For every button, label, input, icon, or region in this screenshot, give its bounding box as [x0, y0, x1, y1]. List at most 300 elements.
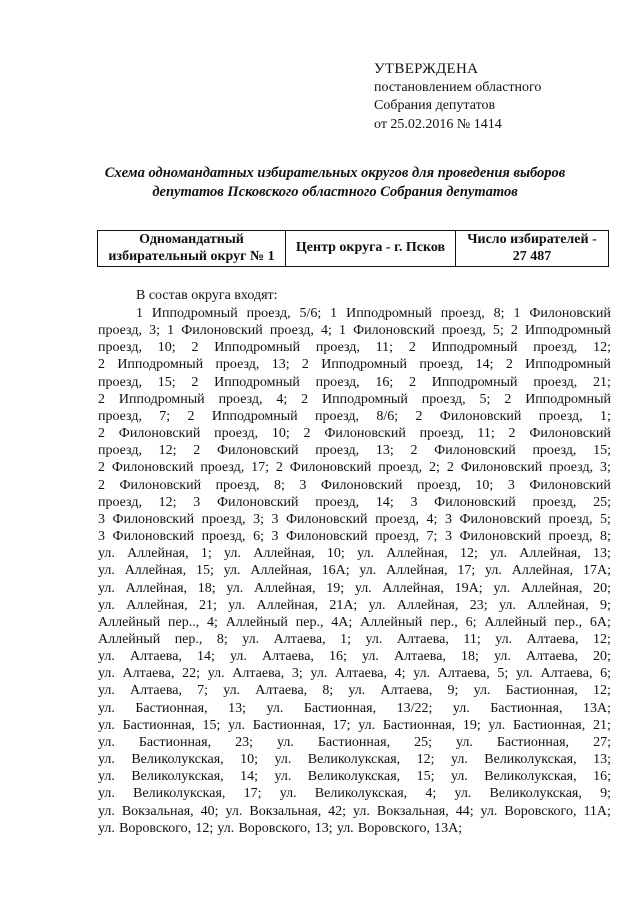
approval-line: от 25.02.2016 № 1414: [374, 116, 502, 132]
address-word: ул.: [274, 752, 292, 768]
address-word: 15;: [202, 717, 221, 733]
address-word: проезд,: [269, 323, 314, 339]
address-word: Алтаева,: [261, 649, 314, 665]
address-word: 12;: [416, 752, 435, 768]
address-word: проезд,: [214, 426, 259, 442]
address-word: 11;: [463, 631, 481, 647]
center-cell: [286, 231, 456, 267]
address-word: 2: [410, 443, 418, 459]
address-word: 2: [510, 323, 518, 339]
address-word: проезд,: [98, 494, 142, 510]
address-word: ул.: [207, 666, 225, 682]
address-word: 15;: [593, 443, 611, 459]
address-word: 2: [98, 357, 105, 373]
address-word: 13;: [314, 820, 333, 836]
address-word: 13;: [228, 700, 246, 716]
address-word: проезд,: [98, 340, 142, 356]
address-line: [98, 785, 611, 802]
address-word: проезд,: [315, 340, 360, 356]
address-word: 2: [98, 477, 105, 493]
address-word: 1;: [600, 408, 611, 424]
address-word: ул.: [98, 734, 115, 750]
address-word: ул.: [450, 769, 468, 785]
address-word: 9;: [599, 597, 611, 613]
address-word: 3: [98, 529, 105, 545]
address-word: 13/22;: [396, 700, 433, 716]
address-word: Бастионная,: [122, 717, 195, 733]
address-word: 40;: [200, 803, 219, 819]
address-word: пер.,: [554, 614, 583, 630]
address-word: Аллейный: [98, 614, 161, 630]
address-word: Аллейная,: [386, 546, 448, 562]
address-word: проезд,: [98, 374, 142, 390]
address-word: 3;: [599, 460, 611, 476]
address-word: 10;: [157, 340, 176, 356]
address-word: Великолукская,: [131, 752, 224, 768]
address-word: 6;: [465, 614, 477, 630]
address-word: ул.: [217, 820, 235, 836]
address-word: 10;: [326, 546, 345, 562]
address-word: Филоновский: [529, 306, 611, 321]
address-word: ул.: [226, 580, 244, 596]
address-word: ул.: [310, 666, 328, 682]
address-line: [98, 545, 611, 562]
address-word: Филоновский: [459, 529, 542, 545]
address-word: ул.: [228, 597, 246, 613]
address-word: ул.: [98, 649, 115, 665]
address-word: Аллейный: [360, 614, 423, 630]
address-word: Аллейная,: [254, 580, 316, 596]
address-word: Филоновский: [216, 494, 299, 510]
address-word: 3;: [149, 323, 160, 339]
address-word: 4;: [426, 511, 438, 527]
address-word: 19;: [462, 717, 481, 733]
address-word: Филоновский: [324, 426, 406, 442]
address-word: 2: [98, 426, 105, 442]
address-line: [98, 665, 611, 682]
address-word: 17;: [457, 563, 476, 579]
address-word: Филоновский: [353, 323, 435, 339]
address-word: 12;: [158, 443, 177, 459]
address-word: 2: [193, 443, 201, 459]
address-word: ул.: [98, 580, 115, 596]
address-word: ул.: [98, 803, 115, 819]
address-word: 2: [508, 426, 516, 442]
address-word: 20;: [593, 580, 611, 596]
address-word: Филоновский: [434, 443, 516, 459]
address-word: 6;: [253, 529, 264, 545]
address-word: Филоновский: [118, 426, 201, 442]
address-line: [98, 614, 611, 631]
address-word: ул.: [223, 563, 241, 579]
address-word: 8;: [322, 683, 334, 699]
address-word: ул.: [362, 649, 379, 665]
address-word: Бастионная,: [505, 683, 578, 699]
address-word: 2;: [429, 460, 440, 476]
address-word: проезд,: [421, 391, 466, 407]
address-word: Великолукская,: [484, 752, 577, 768]
district-table-row: [98, 231, 609, 267]
address-word: 20;: [593, 649, 611, 665]
address-line: [98, 494, 611, 511]
address-word: 17;: [243, 786, 262, 802]
address-word: 6;: [600, 666, 611, 682]
address-word: Аллейный: [225, 614, 288, 630]
address-line: [98, 339, 611, 356]
address-word: ул.: [98, 666, 115, 682]
address-word: ул.: [494, 649, 511, 665]
address-word: Филоновский: [434, 494, 516, 510]
address-word: проезд,: [215, 477, 260, 493]
address-line: [98, 374, 611, 391]
address-word: ул.: [515, 666, 533, 682]
address-word: 1;: [340, 631, 352, 647]
address-word: Филоновский: [529, 426, 611, 442]
address-word: проезд,: [315, 408, 359, 424]
address-word: ул.: [98, 786, 115, 802]
address-word: 3: [98, 511, 105, 527]
address-word: 3: [299, 477, 307, 493]
address-word: Ипподромный: [117, 357, 204, 373]
address-word: ул.: [365, 631, 383, 647]
address-word: 5;: [497, 666, 509, 682]
voters-cell: [456, 231, 609, 267]
address-word: Филоновский: [529, 477, 611, 493]
address-word: Великолукская,: [131, 769, 224, 785]
address-word: 25;: [414, 734, 432, 750]
address-word: 3: [193, 494, 201, 510]
address-word: 13;: [593, 546, 611, 562]
address-word: Воровского,: [504, 803, 577, 819]
address-word: ул.: [276, 734, 294, 750]
address-word: проезд,: [378, 460, 423, 476]
address-line: [98, 597, 611, 614]
address-word: Алтаева,: [437, 666, 490, 682]
address-word: Бастионная,: [382, 717, 456, 733]
address-word: Филоновский: [111, 460, 194, 476]
address-word: Ипподромный: [321, 357, 408, 373]
address-word: 11;: [375, 340, 394, 356]
address-word: ул.: [98, 563, 115, 579]
address-line: [98, 734, 611, 751]
address-word: проезд,: [315, 494, 360, 510]
address-word: проезд,: [201, 529, 246, 545]
address-line: [98, 803, 611, 820]
address-word: 2: [301, 357, 309, 373]
address-word: пер..,: [168, 614, 200, 630]
address-line: [98, 700, 611, 717]
address-line: [98, 305, 611, 322]
address-word: Алтаева,: [380, 683, 433, 699]
address-word: Ипподромный: [431, 374, 518, 390]
address-word: 3: [507, 477, 515, 493]
address-word: Филоновский: [285, 511, 368, 527]
address-word: Ипподромный: [346, 306, 432, 321]
address-word: 16;: [329, 649, 347, 665]
address-word: ул.: [358, 717, 376, 733]
address-word: 18;: [461, 649, 479, 665]
address-word: проезд,: [416, 477, 461, 493]
address-word: 11А;: [583, 803, 611, 819]
address-word: 2: [187, 408, 195, 424]
address-word: Аллейный: [98, 631, 161, 647]
district-center: Центр округа - г. Псков: [295, 240, 446, 256]
address-word: проезд,: [375, 529, 420, 545]
address-word: Филоновский: [460, 460, 543, 476]
address-word: проезд,: [440, 306, 485, 321]
address-word: 2: [505, 357, 513, 373]
address-word: 2: [415, 408, 423, 424]
address-word: 3;: [291, 666, 303, 682]
address-word: пер.,: [430, 614, 458, 630]
address-line: [98, 562, 611, 579]
address-word: 12;: [593, 340, 611, 356]
address-word: Великолукская,: [307, 769, 401, 785]
address-word: ул.: [274, 769, 292, 785]
address-word: Великолукская,: [489, 786, 582, 802]
address-word: 12;: [459, 546, 478, 562]
address-line: [98, 717, 611, 734]
address-line: [98, 528, 611, 545]
address-word: 14;: [240, 769, 259, 785]
approval-block: [374, 60, 541, 134]
district-table: [97, 230, 609, 267]
address-word: ул.: [488, 717, 506, 733]
address-word: 13;: [375, 443, 394, 459]
address-word: Аллейная,: [396, 597, 459, 613]
address-word: ул.: [357, 546, 374, 562]
address-word: 1: [330, 306, 338, 321]
address-word: ул.: [223, 683, 241, 699]
address-word: 7;: [426, 529, 438, 545]
address-line: [98, 768, 611, 785]
document-title: [40, 164, 630, 202]
address-word: проезд,: [538, 408, 583, 424]
address-word: Аллейная,: [250, 563, 312, 579]
address-word: проезд,: [98, 408, 142, 424]
address-word: 14;: [375, 494, 394, 510]
address-word: ул.: [279, 786, 297, 802]
address-word: 5;: [600, 511, 611, 527]
address-word: 16;: [593, 769, 611, 785]
address-word: Алтаева,: [273, 631, 326, 647]
address-word: ул.: [98, 597, 115, 613]
address-word: Филоновский: [289, 460, 372, 476]
address-word: ул.: [368, 597, 386, 613]
address-word: 16А;: [321, 563, 350, 579]
address-line: [98, 820, 611, 837]
address-word: Филоновский: [112, 529, 195, 545]
address-word: 12;: [195, 820, 214, 836]
address-word: проезд,: [532, 494, 577, 510]
address-line: [98, 425, 611, 442]
address-word: проезд,: [200, 460, 245, 476]
address-word: проезд,: [548, 511, 593, 527]
address-word: 1: [167, 323, 175, 339]
address-word: ул.: [485, 563, 502, 579]
address-line: [98, 682, 611, 699]
address-word: Ипподромный: [214, 340, 301, 356]
address-word: Алтаева,: [129, 649, 182, 665]
address-word: 3: [444, 511, 452, 527]
address-word: Алтаева,: [130, 683, 182, 699]
address-word: ул.: [98, 683, 115, 699]
address-word: 12;: [593, 631, 611, 647]
address-word: ул.: [455, 734, 473, 750]
address-word: проезд,: [375, 511, 420, 527]
address-word: 1: [136, 306, 143, 321]
address-word: 16;: [375, 374, 394, 390]
address-word: Аллейная,: [382, 580, 444, 596]
address-word: 2: [191, 374, 199, 390]
address-word: Аллейная,: [386, 563, 448, 579]
address-word: 5;: [492, 323, 504, 339]
address-word: 23;: [469, 597, 488, 613]
address-word: Алтаева,: [525, 649, 578, 665]
address-word: Вокзальная,: [121, 803, 194, 819]
address-word: ул.: [98, 717, 115, 733]
address-line: [98, 408, 611, 425]
address-word: ул.: [348, 683, 366, 699]
address-word: Бастионная,: [513, 717, 586, 733]
address-line: [98, 459, 611, 476]
address-word: 13А;: [582, 700, 611, 716]
address-word: проезд,: [549, 460, 594, 476]
address-word: 8;: [216, 631, 228, 647]
address-word: ул.: [98, 546, 115, 562]
address-word: Филоновский: [285, 529, 368, 545]
address-list: [98, 305, 611, 837]
address-word: 15;: [157, 374, 176, 390]
address-word: Филоновский: [216, 443, 299, 459]
address-word: 1;: [200, 546, 212, 562]
address-word: 2: [301, 391, 309, 407]
address-word: 1: [339, 323, 346, 339]
address-word: Аллейная,: [125, 580, 188, 596]
address-word: 21;: [592, 717, 611, 733]
address-word: 9;: [447, 683, 459, 699]
address-word: 13А;: [434, 820, 463, 836]
address-word: Аллейная,: [519, 546, 581, 562]
address-word: Великолукская,: [484, 769, 577, 785]
address-line: [98, 391, 611, 408]
voters-count: 27 487: [512, 248, 552, 264]
address-word: 3;: [253, 511, 264, 527]
address-word: ул.: [495, 631, 513, 647]
address-word: ул.: [353, 803, 370, 819]
address-word: 13;: [271, 357, 290, 373]
address-word: 4;: [425, 786, 437, 802]
address-word: 21;: [593, 374, 611, 390]
address-word: ул.: [473, 683, 491, 699]
address-word: 19А;: [454, 580, 483, 596]
district-number: избирательный округ № 1: [108, 248, 275, 264]
address-word: Ипподромный: [525, 391, 611, 407]
address-word: ул.: [98, 700, 115, 716]
address-line: [98, 477, 611, 494]
address-word: ул.: [480, 803, 498, 819]
address-word: Ипподромный: [525, 323, 611, 339]
address-word: 14;: [197, 649, 215, 665]
address-word: 2: [98, 460, 105, 476]
address-word: 2: [191, 340, 199, 356]
address-word: Алтаева,: [255, 683, 308, 699]
district-cell: [98, 231, 286, 267]
address-word: ул.: [230, 649, 247, 665]
address-word: 4;: [207, 614, 218, 630]
title-line: депутатов Псковского областного Собрания депутатов: [152, 184, 518, 200]
address-word: Великолукская,: [133, 786, 226, 802]
address-word: Бастионная,: [138, 734, 212, 750]
address-word: проезд,: [441, 323, 486, 339]
address-word: Вокзальная,: [249, 803, 322, 819]
address-word: Аллейная,: [127, 546, 189, 562]
address-word: ул.: [98, 820, 115, 836]
address-word: проезд,: [98, 323, 142, 339]
address-word: ул.: [413, 666, 431, 682]
address-word: Великолукская,: [314, 786, 408, 802]
address-word: 7;: [159, 408, 171, 424]
address-word: Вокзальная,: [376, 803, 449, 819]
address-word: проезд,: [98, 443, 142, 459]
address-word: ул.: [490, 546, 508, 562]
address-word: 19;: [326, 580, 345, 596]
address-word: проезд,: [215, 357, 260, 373]
address-word: 11;: [477, 426, 495, 442]
address-word: 8/6;: [376, 408, 399, 424]
address-word: Ипподромный: [525, 357, 611, 373]
address-word: проезд,: [218, 391, 263, 407]
address-word: 9;: [600, 786, 611, 802]
approval-line: Собрания депутатов: [374, 98, 496, 113]
address-word: 6А;: [589, 614, 611, 630]
address-word: проезд,: [419, 426, 464, 442]
address-word: ул.: [266, 700, 284, 716]
approval-line: постановлением областного: [374, 79, 542, 95]
address-word: Алтаева,: [393, 649, 446, 665]
address-word: 5/6;: [299, 306, 322, 321]
address-word: 44;: [455, 803, 474, 819]
address-word: 12;: [158, 494, 177, 510]
address-word: 2: [409, 374, 416, 390]
address-word: 17А;: [582, 563, 611, 579]
address-line: [98, 442, 611, 459]
address-word: 3: [410, 494, 418, 510]
address-word: Аллейная,: [256, 597, 318, 613]
address-word: проезд,: [315, 374, 360, 390]
address-word: Великолукская,: [307, 752, 401, 768]
address-word: ул.: [98, 769, 115, 785]
address-word: ул.: [228, 717, 246, 733]
title-line: Схема одномандатных избирательных округов для проведения выборов: [104, 165, 566, 181]
address-word: Бастионная,: [252, 717, 325, 733]
address-word: 21;: [199, 597, 217, 613]
address-line: [98, 751, 611, 768]
address-word: 12;: [592, 683, 611, 699]
address-word: Аллейный: [484, 614, 547, 630]
intro-text: В состав округа входят:: [136, 288, 278, 303]
address-word: 42;: [328, 803, 347, 819]
address-word: 8;: [600, 529, 611, 545]
address-word: Ипподромный: [214, 374, 300, 390]
address-line: [98, 511, 611, 528]
address-word: 2: [504, 391, 512, 407]
address-word: проезд,: [201, 511, 246, 527]
address-word: 25;: [593, 494, 611, 510]
address-word: Аллейная,: [520, 580, 583, 596]
address-word: проезд,: [246, 306, 291, 321]
address-word: Бастионная,: [135, 700, 208, 716]
